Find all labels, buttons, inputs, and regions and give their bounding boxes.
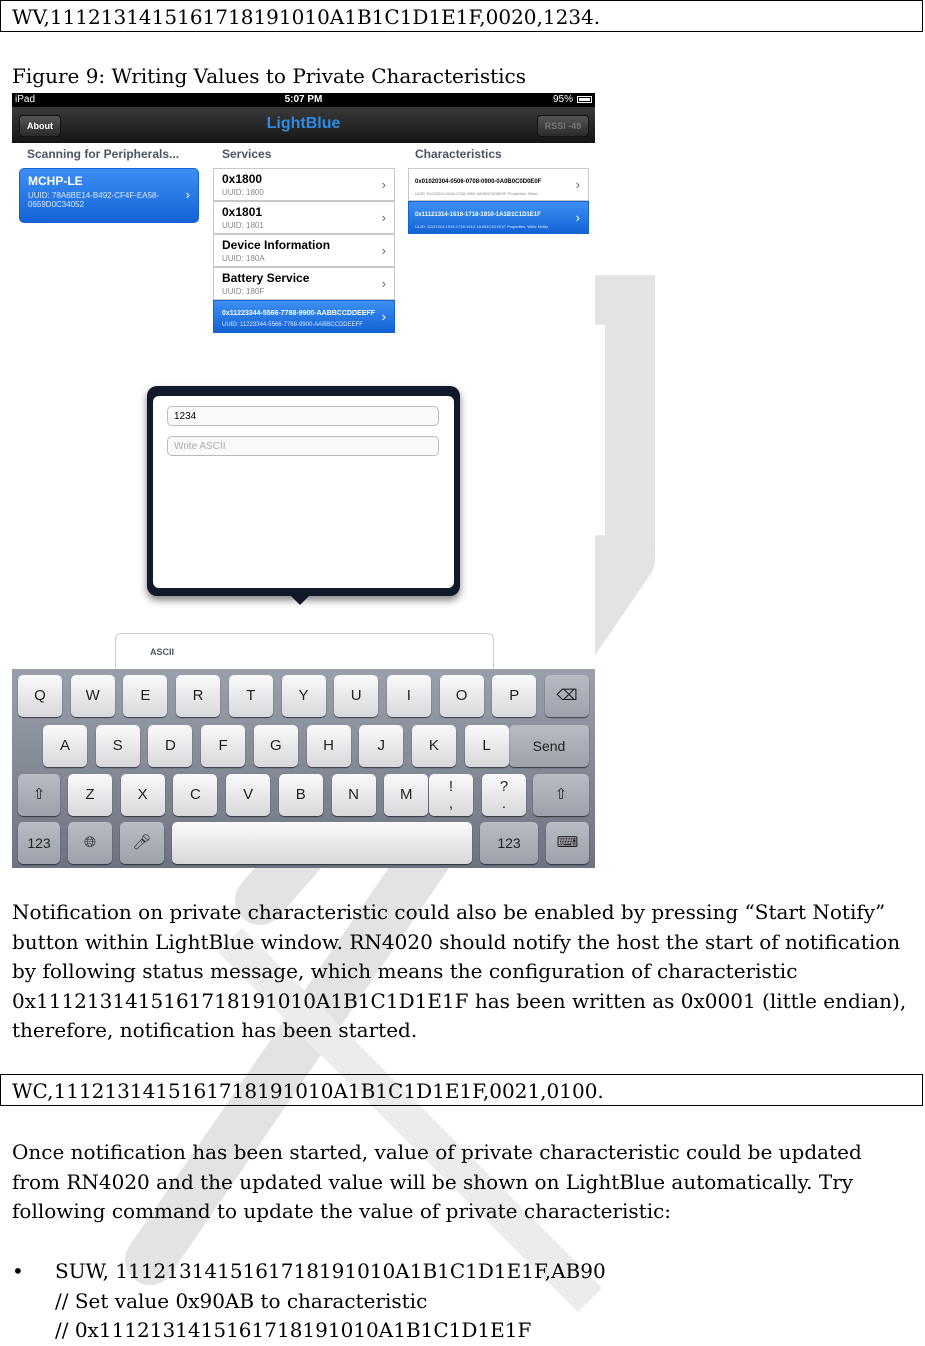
popover-content — [153, 396, 454, 588]
characteristics-heading: Characteristics — [415, 147, 502, 161]
peripheral-uuid: UUID: 78A6BE14-B492-CF4F-EA58-0659D0C34052 — [28, 191, 160, 209]
comment-line-1: // Set value 0x90AB to characteristic — [55, 1288, 428, 1313]
chevron-right-icon: › — [381, 243, 386, 258]
characteristic-item[interactable] — [408, 168, 589, 201]
space-key[interactable] — [172, 822, 472, 864]
service-item[interactable] — [213, 234, 395, 267]
status-time: 5:07 PM — [284, 94, 323, 105]
key-l[interactable]: L — [465, 725, 509, 767]
peripheral-item[interactable] — [19, 168, 199, 223]
key-o[interactable]: O — [440, 675, 484, 717]
ascii-row[interactable] — [115, 633, 494, 671]
globe-icon[interactable]: 🌐︎ — [68, 822, 112, 864]
popover-arrow — [289, 594, 311, 605]
service-uuid: UUID: 1800 — [222, 188, 264, 197]
key-z[interactable]: Z — [68, 774, 112, 816]
key-i[interactable]: I — [387, 675, 431, 717]
suw-command: SUW, 1112131415161718191010A1B1C1D1E1F,AB90 — [55, 1259, 606, 1283]
key-c[interactable]: C — [173, 774, 217, 816]
peripherals-heading: Scanning for Peripherals... — [27, 147, 180, 161]
comment-line-2: // 0x1112131415161718191010A1B1C1D1E1F — [55, 1318, 532, 1342]
chevron-right-icon: › — [575, 177, 580, 192]
wc-command-box: WC,1112131415161718191010A1B1C1D1E1F,0021,0100. — [0, 1074, 923, 1106]
key-r[interactable]: R — [176, 675, 220, 717]
key-a[interactable]: A — [43, 725, 87, 767]
app-title: LightBlue — [266, 115, 341, 132]
service-name: Device Information — [222, 238, 331, 252]
service-name: 0x1800 — [222, 172, 263, 186]
status-bar — [12, 93, 595, 107]
key-v[interactable]: V — [226, 774, 270, 816]
service-uuid: UUID: 180A — [222, 254, 265, 263]
numbers-key-left[interactable]: 123 — [18, 822, 60, 864]
chevron-right-icon: › — [381, 210, 386, 225]
on-screen-keyboard — [12, 669, 595, 868]
key-d[interactable]: D — [148, 725, 192, 767]
peripheral-name: MCHP-LE — [28, 174, 83, 188]
backspace-key[interactable]: ⌫ — [545, 675, 589, 717]
ascii-label: ASCII — [150, 647, 175, 657]
key-q[interactable]: Q — [18, 675, 62, 717]
hide-keyboard-icon[interactable]: ⌨ — [546, 822, 589, 864]
bullet-icon: • — [12, 1259, 24, 1283]
service-item[interactable] — [213, 300, 395, 333]
device-label: iPad — [15, 94, 36, 105]
characteristic-item[interactable] — [408, 201, 589, 234]
key-f[interactable]: F — [201, 725, 245, 767]
characteristic-uuid: UUID: 11121314-1516-1718-1910-1A1B1C1D1E1F Properties: Write Notify — [415, 224, 548, 229]
write-ascii-input[interactable]: Write ASCII — [167, 436, 439, 456]
figure-caption: Figure 9: Writing Values to Private Characteristics — [12, 64, 526, 88]
question-key[interactable]: ? . — [482, 774, 526, 816]
battery-percent: 95% — [552, 94, 573, 105]
shift-right-key[interactable]: ⇧ — [533, 774, 589, 816]
key-w[interactable]: W — [71, 675, 115, 717]
service-name: 0x1801 — [222, 205, 263, 219]
service-name: 0x11223344-5566-7788-9900-AABBCCDDEEFF — [222, 310, 375, 317]
key-b[interactable]: B — [279, 774, 323, 816]
chevron-right-icon: › — [381, 276, 386, 291]
shift-left-key[interactable]: ⇧ — [18, 774, 60, 816]
service-item[interactable] — [213, 267, 395, 300]
key-x[interactable]: X — [121, 774, 165, 816]
key-e[interactable]: E — [123, 675, 167, 717]
key-h[interactable]: H — [307, 725, 351, 767]
characteristic-name: 0x11121314-1516-1718-1910-1A1B1C1D1E1F — [415, 212, 541, 218]
chevron-right-icon: › — [575, 210, 580, 225]
exclamation-key[interactable]: ! , — [429, 774, 473, 816]
numbers-key-right[interactable]: 123 — [480, 822, 538, 864]
nav-bar — [12, 107, 595, 143]
ipad-screenshot — [12, 93, 595, 868]
command-list — [12, 1257, 606, 1346]
service-uuid: UUID: 180F — [222, 287, 265, 296]
key-t[interactable]: T — [229, 675, 273, 717]
microphone-icon[interactable]: 🎤︎ — [120, 822, 164, 864]
paragraph-notify: Notification on private characteristic could also be enabled by pressing “Start Notify” button within LightBlue window. RN4020 should notify the host the start of notification by following status message, which means the configuration of characteristic 0x1112131415161718191010A1B1C1D1E1F has been written as 0x0001 (little endian), therefore, notification has been started. — [12, 900, 907, 1042]
services-heading: Services — [222, 147, 272, 161]
key-p[interactable]: P — [492, 675, 536, 717]
list-item — [12, 1257, 606, 1346]
key-u[interactable]: U — [334, 675, 378, 717]
service-name: Battery Service — [222, 271, 310, 285]
chevron-right-icon: › — [381, 177, 386, 192]
top-command-box: WV,1112131415161718191010A1B1C1D1E1F,0020,1234. — [0, 0, 923, 32]
chevron-right-icon: › — [381, 309, 386, 324]
characteristic-name: 0x01020304-0506-0708-0900-0A0B0C0D0E0F — [415, 179, 542, 185]
service-item[interactable] — [213, 168, 395, 201]
paragraph-update: Once notification has been started, value of private characteristic could be updated from RN4020 and the updated value will be shown on LightBlue automatically. Try following command to update the value of private characteristic: — [12, 1140, 862, 1223]
about-button[interactable]: About — [19, 115, 61, 137]
battery-icon — [577, 96, 592, 103]
service-uuid: UUID: 1801 — [222, 221, 264, 230]
key-y[interactable]: Y — [282, 675, 326, 717]
key-k[interactable]: K — [412, 725, 456, 767]
key-n[interactable]: N — [332, 774, 376, 816]
service-item[interactable] — [213, 201, 395, 234]
key-j[interactable]: J — [359, 725, 403, 767]
send-key[interactable]: Send — [509, 725, 589, 767]
service-uuid: UUID: 11223344-5566-7788-9900-AABBCCDDEEFF — [222, 322, 363, 328]
value-input[interactable]: 1234 — [167, 406, 439, 426]
chevron-right-icon: › — [185, 187, 190, 202]
rssi-button[interactable]: RSSI -49 — [537, 115, 589, 137]
write-popover — [147, 386, 460, 596]
key-g[interactable]: G — [254, 725, 298, 767]
key-s[interactable]: S — [96, 725, 140, 767]
characteristic-uuid: UUID: 01020304-0506-0708-0900-0A0B0C0D0E0F Properties: Read — [415, 191, 538, 196]
key-m[interactable]: M — [384, 774, 428, 816]
